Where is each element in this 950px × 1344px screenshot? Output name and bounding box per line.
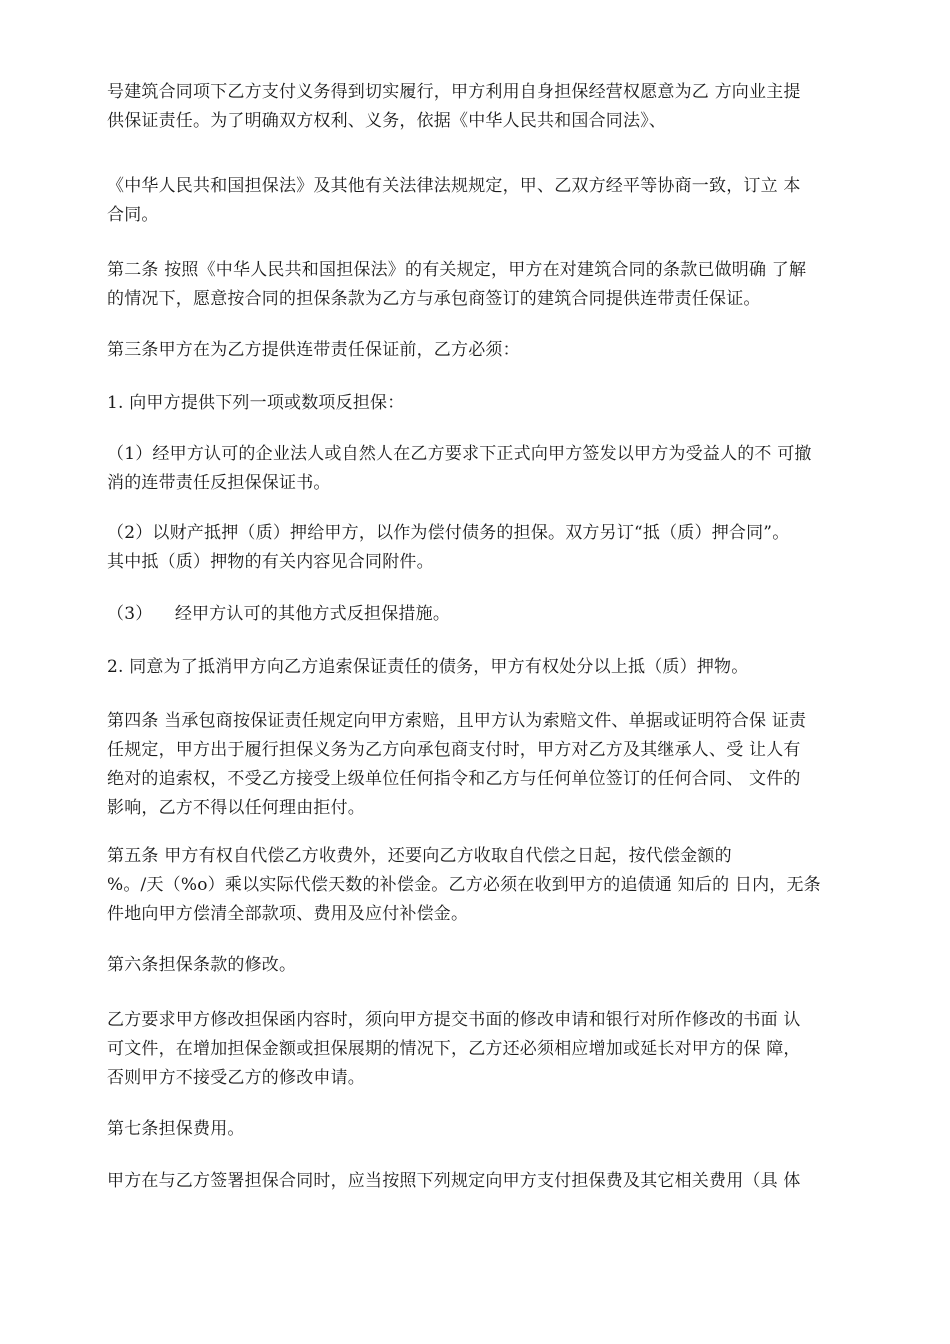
paragraph-line: 2. 同意为了抵消甲方向乙方追索保证责任的债务，甲方有权处分以上抵（质）押物。 xyxy=(107,657,749,677)
article-6 xyxy=(107,951,296,980)
article-3 xyxy=(107,336,520,365)
paragraph-line: 第三条甲方在为乙方提供连带责任保证前，乙方必须： xyxy=(107,340,520,360)
paragraph-line: 绝对的追索权，不受乙方接受上级单位任何指令和乙方与任何单位签订的任何合同、 文件的 xyxy=(107,769,801,789)
paragraph-line: 其中抵（质）押物的有关内容见合同附件。 xyxy=(107,552,434,572)
paragraph-line: 第七条担保费用。 xyxy=(107,1119,245,1139)
paragraph-line: 供保证责任。为了明确双方权利、义务，依据《中华人民共和国合同法》、 xyxy=(107,111,667,131)
sub-item-2 xyxy=(107,519,789,577)
sub-item-1 xyxy=(107,440,812,498)
sub-item-3 xyxy=(107,600,450,629)
paragraph-line: %。/天（%o）乘以实际代偿天数的补偿金。乙方必须在收到甲方的追债通 知后的 日内，无条 xyxy=(107,875,821,895)
paragraph-line: （2）以财产抵押（质）押给甲方，以作为偿付债务的担保。双方另订“抵（质）押合同”。 xyxy=(107,523,790,543)
paragraph-line: 1. 向甲方提供下列一项或数项反担保： xyxy=(107,393,405,413)
paragraph-line: 号建筑合同项下乙方支付义务得到切实履行，甲方利用自身担保经营权愿意为乙 方向业主提 xyxy=(107,82,801,102)
paragraph-line: 影响，乙方不得以任何理由拒付。 xyxy=(107,798,365,818)
article-6-body xyxy=(107,1006,801,1093)
article-4 xyxy=(107,707,806,823)
paragraph-line: 消的连带责任反担保保证书。 xyxy=(107,473,331,493)
paragraph-line: 件地向甲方偿清全部款项、费用及应付补偿金。 xyxy=(107,904,469,924)
paragraph-line: 否则甲方不接受乙方的修改申请。 xyxy=(107,1068,365,1088)
item-2 xyxy=(107,653,748,682)
paragraph-line: （3） 经甲方认可的其他方式反担保措施。 xyxy=(107,604,451,624)
paragraph-line: 合同。 xyxy=(107,205,159,225)
article-7 xyxy=(107,1115,245,1144)
paragraph-line: 第四条 当承包商按保证责任规定向甲方索赔，且甲方认为索赔文件、单据或证明符合保 证责 xyxy=(107,711,807,731)
item-1 xyxy=(107,389,404,418)
article-5 xyxy=(107,842,821,929)
paragraph-line: 《中华人民共和国担保法》及其他有关法律法规规定，甲、乙双方经平等协商一致，订立 本 xyxy=(107,176,801,196)
paragraph-line: 的情况下，愿意按合同的担保条款为乙方与承包商签订的建筑合同提供连带责任保证。 xyxy=(107,289,761,309)
paragraph-1 xyxy=(107,78,801,136)
paragraph-line: 任规定，甲方出于履行担保义务为乙方向承包商支付时，甲方对乙方及其继承人、受 让人有 xyxy=(107,740,801,760)
paragraph-line: 乙方要求甲方修改担保函内容时，须向甲方提交书面的修改申请和银行对所作修改的书面 认 xyxy=(107,1010,801,1030)
article-7-body xyxy=(107,1167,801,1196)
article-2 xyxy=(107,256,806,314)
paragraph-line: （1）经甲方认可的企业法人或自然人在乙方要求下正式向甲方签发以甲方为受益人的不 可撤 xyxy=(107,444,812,464)
paragraph-line: 可文件，在增加担保金额或担保展期的情况下，乙方还必须相应增加或延长对甲方的保 障， xyxy=(107,1039,801,1059)
paragraph-2 xyxy=(107,172,801,230)
paragraph-line: 第五条 甲方有权自代偿乙方收费外，还要向乙方收取自代偿之日起，按代偿金额的 xyxy=(107,846,732,866)
paragraph-line: 甲方在与乙方签署担保合同时，应当按照下列规定向甲方支付担保费及其它相关费用（具 体 xyxy=(107,1171,801,1191)
paragraph-line: 第六条担保条款的修改。 xyxy=(107,955,297,975)
paragraph-line: 第二条 按照《中华人民共和国担保法》的有关规定，甲方在对建筑合同的条款已做明确 了解 xyxy=(107,260,807,280)
